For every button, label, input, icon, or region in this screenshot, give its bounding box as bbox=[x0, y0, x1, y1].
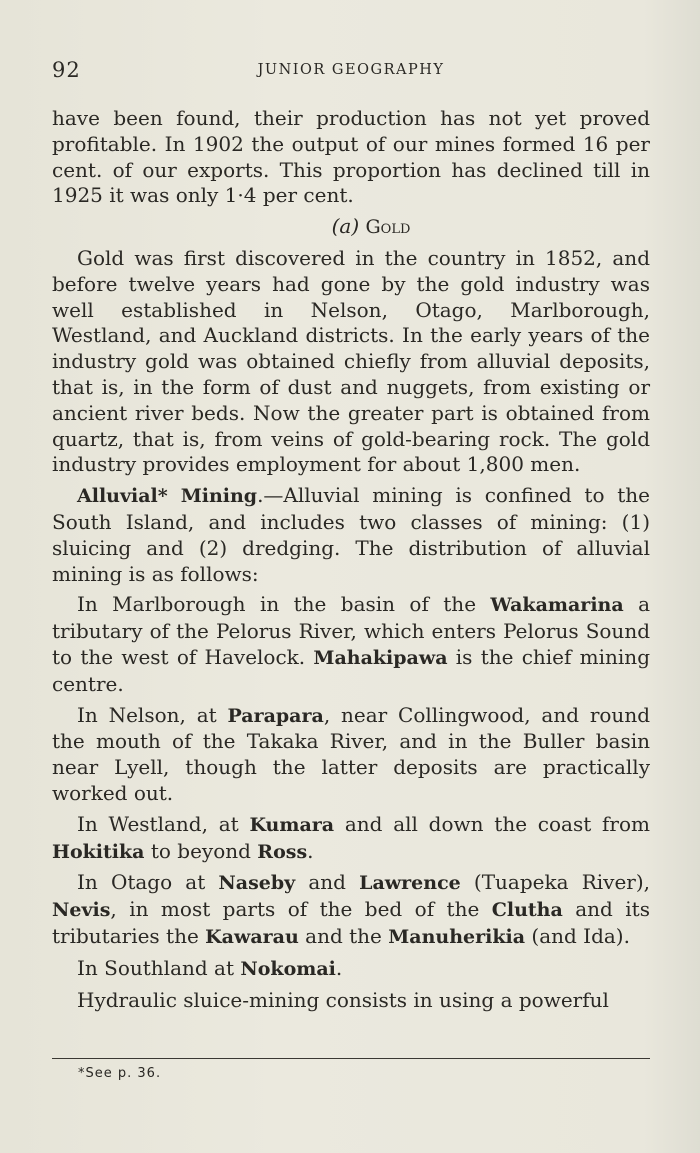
paragraph-text: . bbox=[335, 955, 343, 980]
paragraph-southland bbox=[52, 956, 650, 983]
run-in-heading: Alluvial* Mining bbox=[77, 485, 258, 508]
paragraph-text: and the bbox=[298, 923, 389, 948]
section-letter: (a) bbox=[331, 214, 360, 239]
paragraph-text: In Otago at bbox=[77, 870, 219, 895]
page-number: 92 bbox=[52, 58, 81, 82]
place-name: Lawrence bbox=[359, 872, 461, 895]
section-heading bbox=[52, 214, 650, 241]
place-name: Clutha bbox=[491, 899, 563, 922]
place-name: Parapara bbox=[227, 704, 324, 727]
paragraph-text: a tributary of the Pelorus River, which enters Pelorus Sound to the west of Havelock. bbox=[52, 592, 650, 669]
paragraph-text: In Southland at bbox=[77, 955, 241, 980]
paragraph-hydraulic: Hydraulic sluice-mining consists in using a powerful bbox=[77, 987, 609, 1012]
page-header bbox=[52, 58, 650, 88]
footnote: *See p. 36. bbox=[78, 1066, 162, 1081]
paragraph-nelson bbox=[52, 703, 650, 807]
place-name: Kumara bbox=[249, 813, 335, 836]
section-title: Gold bbox=[365, 216, 411, 239]
paragraph-text: In Westland, at bbox=[77, 811, 250, 836]
paragraph-text: .—Alluvial mining is confined to the South Island, and includes two classes of mining: (1) sluicing and (2) dredging. The distribution of alluvial mining is as follows: bbox=[52, 483, 650, 586]
paragraph-text: and all down the coast from bbox=[334, 811, 650, 836]
paragraph-text: In Nelson, at bbox=[77, 702, 228, 727]
body-text bbox=[52, 106, 650, 1018]
place-name: Wakamarina bbox=[490, 594, 624, 617]
paragraph-text: is the chief mining centre. bbox=[52, 644, 650, 696]
paragraph-text: to beyond bbox=[144, 838, 258, 863]
place-name: Manuherikia bbox=[388, 925, 526, 948]
running-head: JUNIOR GEOGRAPHY bbox=[257, 62, 445, 78]
place-name: Mahakipawa bbox=[313, 646, 448, 669]
paragraph-otago bbox=[52, 870, 650, 950]
place-name: Hokitika bbox=[52, 840, 145, 863]
paragraph-continuation: have been found, their production has not yet proved profitable. In 1902 the output of our mines formed 16 per cent. of our exports. This proportion has declined till in 1925 it was only 1·4 per cent. bbox=[52, 106, 650, 208]
paragraph-text: , near Collingwood, and round the mouth of the Takaka River, and in the Buller basin near Lyell, though the latter deposits are practically worked out. bbox=[52, 702, 651, 805]
paragraph-text: . bbox=[307, 838, 314, 863]
paragraph-text: In Marlborough in the basin of the bbox=[77, 592, 491, 617]
paragraph-westland bbox=[52, 812, 650, 866]
paragraph-alluvial-mining bbox=[52, 483, 650, 587]
paragraph-text: (and Ida). bbox=[525, 923, 630, 948]
paragraph-gold-intro: Gold was first discovered in the country in 1852, and before twelve years had gone by the gold industry was well established in Nelson, Otago, Marlborough, Westland, and Auckland districts. In the early years of the industry gold was obtained chiefly from alluvial deposits, that is, in the form of dust and nuggets, from existing or ancient river beds. Now the greater part is obtained from quartz, that is, from veins of gold-bearing rock. The gold industry provides employment for about 1,800 men. bbox=[52, 245, 650, 477]
place-name: Nokomai bbox=[240, 957, 336, 980]
place-name: Ross bbox=[257, 840, 308, 863]
place-name: Nevis bbox=[52, 899, 111, 922]
footnote-divider bbox=[52, 1058, 650, 1059]
paragraph-text: and its tributaries the bbox=[52, 897, 650, 948]
paragraph-text: and bbox=[295, 870, 360, 895]
paragraph-text: , in most parts of the bed of the bbox=[110, 897, 492, 922]
paragraph-text: (Tuapeka River), bbox=[460, 870, 651, 895]
place-name: Naseby bbox=[218, 872, 296, 895]
place-name: Kawarau bbox=[205, 925, 299, 948]
paragraph-marlborough bbox=[52, 592, 650, 697]
